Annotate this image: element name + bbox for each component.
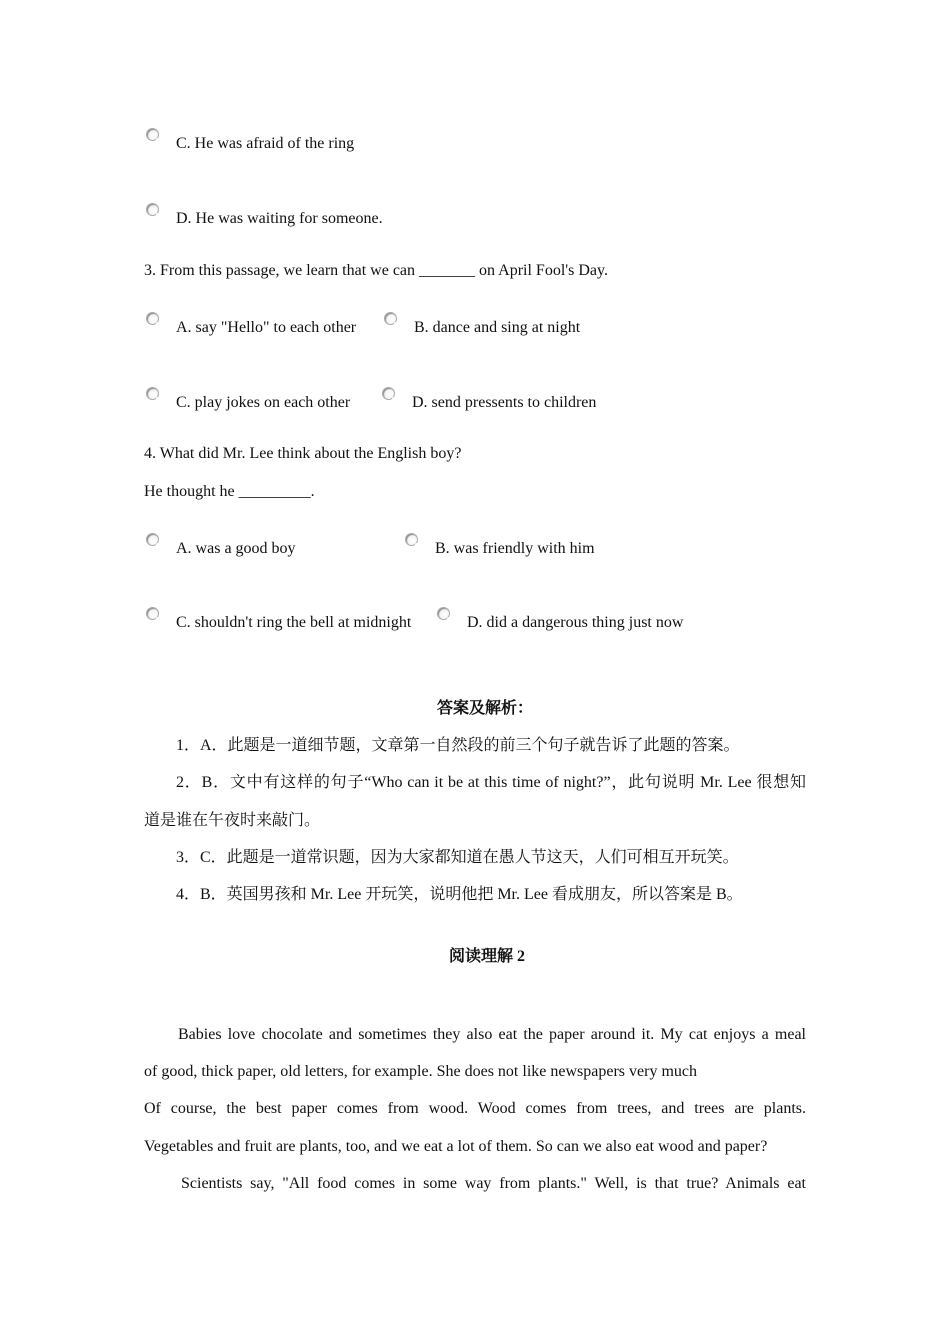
- reading-2-p2-line-1: Of course, the best paper comes from wood. Wood comes from trees, and trees are plants.: [144, 1100, 806, 1117]
- q3-option-b-label: B. dance and sing at night: [414, 319, 581, 336]
- q4-option-a-label: A. was a good boy: [176, 540, 296, 557]
- answer-2-line-2: 道是谁在午夜时来敲门。: [144, 812, 321, 829]
- radio-q4-d[interactable]: [437, 607, 450, 620]
- answers-heading: 答案及解析：: [436, 700, 533, 717]
- reading-2-heading: 阅读理解 2: [448, 948, 525, 965]
- answer-4: 4．B．英国男孩和 Mr. Lee 开玩笑，说明他把 Mr. Lee 看成朋友，所以答案是 B。: [176, 886, 743, 903]
- reading-2-p2-line-2: Vegetables and fruit are plants, too, and we eat a lot of them. So can we also eat wood and paper?: [144, 1138, 768, 1155]
- radio-q4-b[interactable]: [405, 533, 418, 546]
- answer-3: 3．C．此题是一道常识题，因为大家都知道在愚人节这天，人们可相互开玩笑。: [176, 849, 739, 866]
- q3-option-a-label: A. say "Hello" to each other: [176, 319, 357, 336]
- radio-q3-b[interactable]: [384, 312, 397, 325]
- radio-q2-d[interactable]: [146, 203, 159, 216]
- q4-option-d-label: D. did a dangerous thing just now: [467, 614, 684, 631]
- radio-q4-a[interactable]: [146, 533, 159, 546]
- q3-option-c-label: C. play jokes on each other: [176, 394, 351, 411]
- reading-2-p1-line-2: of good, thick paper, old letters, for example. She does not like newspapers very much: [144, 1063, 697, 1080]
- radio-q3-d[interactable]: [382, 387, 395, 400]
- q4-stem: He thought he _________.: [144, 483, 315, 500]
- radio-q3-a[interactable]: [146, 312, 159, 325]
- reading-2-p3-line-1: Scientists say, "All food comes in some way from plants." Well, is that true? Animals eat: [181, 1175, 806, 1192]
- radio-q4-c[interactable]: [146, 607, 159, 620]
- reading-2-p1-line-1: Babies love chocolate and sometimes they also eat the paper around it. My cat enjoys a meal: [178, 1026, 806, 1043]
- answer-1: 1．A．此题是一道细节题，文章第一自然段的前三个句子就告诉了此题的答案。: [176, 737, 740, 754]
- q2-option-d-label: D. He was waiting for someone.: [176, 210, 383, 227]
- q3-question: 3. From this passage, we learn that we can _______ on April Fool's Day.: [144, 262, 608, 279]
- q4-question: 4. What did Mr. Lee think about the English boy?: [144, 445, 462, 462]
- q4-option-b-label: B. was friendly with him: [435, 540, 595, 557]
- radio-q3-c[interactable]: [146, 387, 159, 400]
- q3-option-d-label: D. send pressents to children: [412, 394, 597, 411]
- q2-option-c-label: C. He was afraid of the ring: [176, 135, 355, 152]
- answer-2-line-1: 2．B．文中有这样的句子“Who can it be at this time of night?”，此句说明 Mr. Lee 很想知: [176, 774, 806, 791]
- q4-option-c-label: C. shouldn't ring the bell at midnight: [176, 614, 412, 631]
- radio-q2-c[interactable]: [146, 128, 159, 141]
